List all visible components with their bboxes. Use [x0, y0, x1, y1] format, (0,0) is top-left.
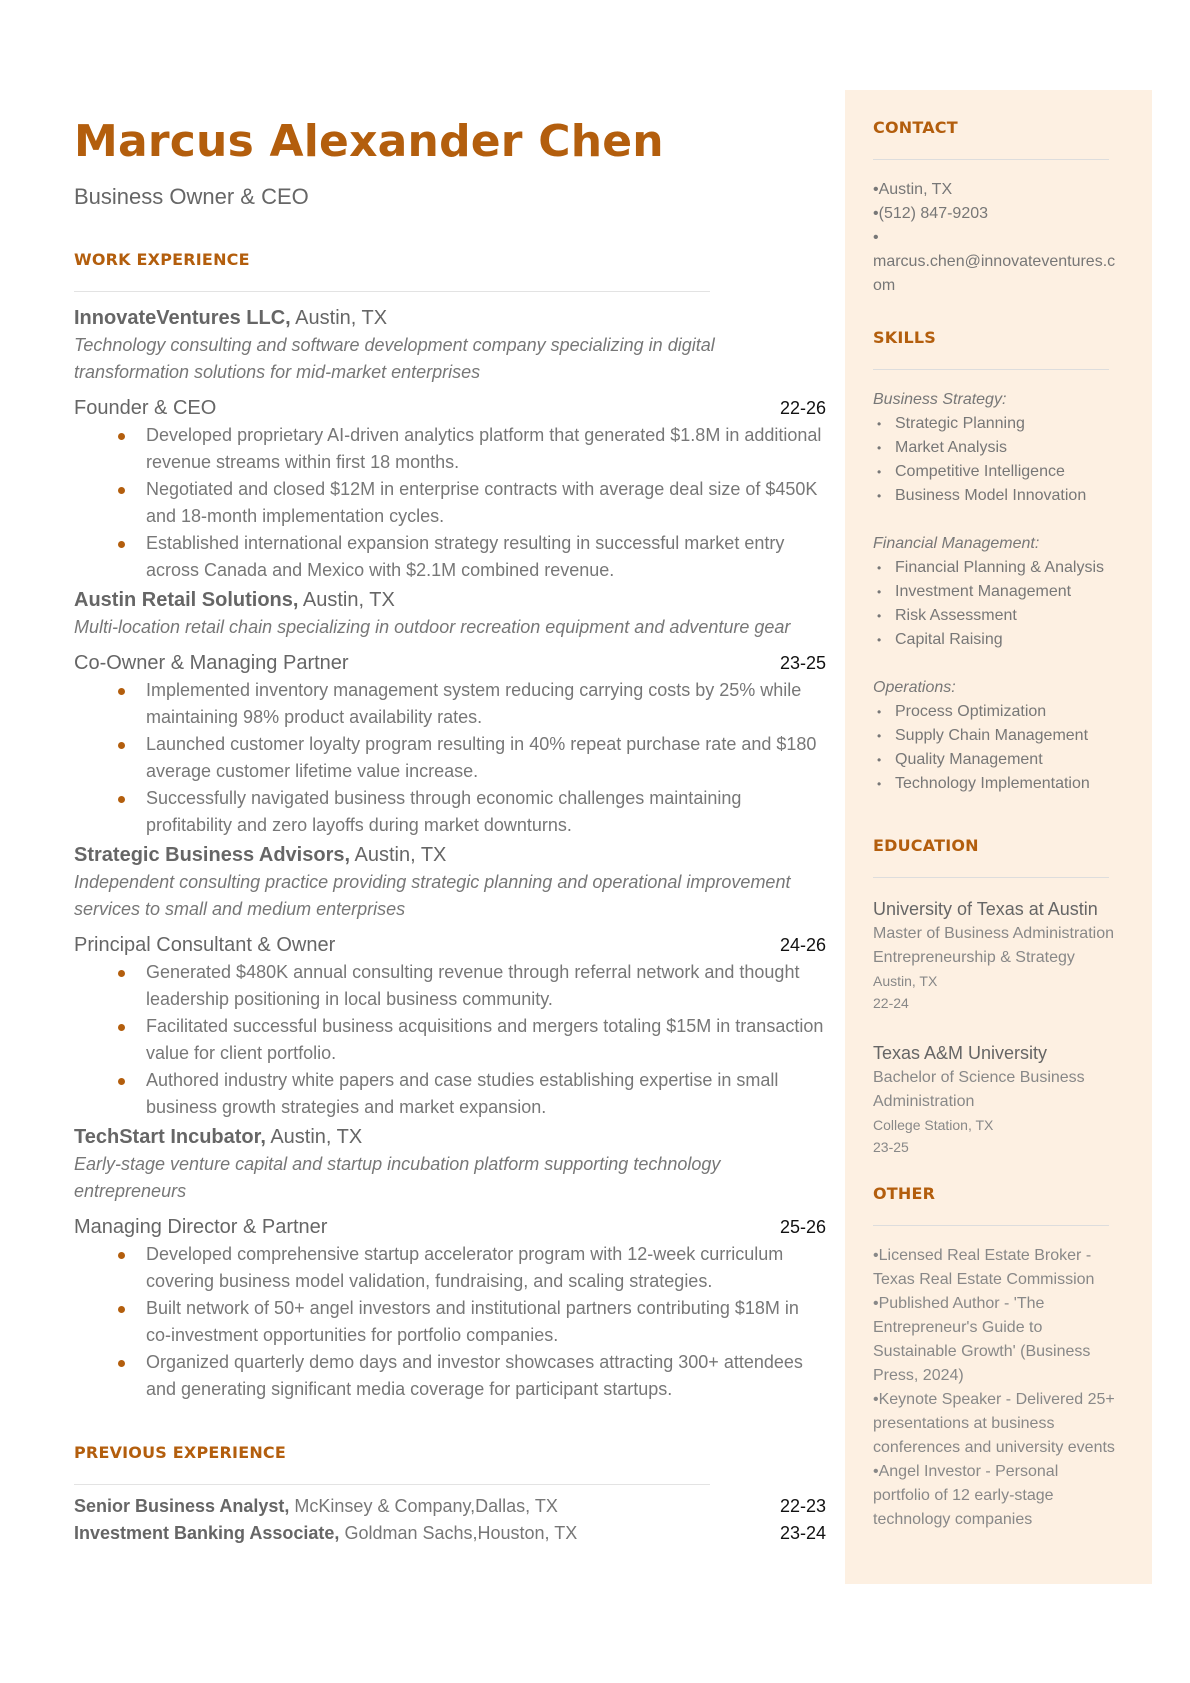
previous-role-title: Senior Business Analyst, — [74, 1496, 290, 1516]
education-entry — [873, 1040, 1119, 1158]
section-divider — [873, 877, 1109, 878]
company-line — [74, 841, 826, 869]
section-divider — [74, 1484, 710, 1485]
skill-category: Financial Management: — [873, 535, 1040, 552]
role-dates: 23-25 — [779, 653, 826, 673]
skill-item: • Technology Implementation — [873, 772, 1119, 796]
education-school: University of Texas at Austin — [873, 899, 1098, 919]
education-location: College Station, TX — [873, 1117, 994, 1133]
main-column — [74, 112, 826, 1547]
skill-item: • Competitive Intelligence — [873, 460, 1119, 484]
role-row — [74, 1213, 826, 1241]
skill-item: • Capital Raising — [873, 628, 1119, 652]
other-heading: OTHER — [873, 1184, 936, 1203]
achievement-item: Facilitated successful business acquisitions and mergers totaling $15M in transaction value for client portfolio. — [114, 1013, 826, 1067]
company-name: InnovateVentures LLC, — [74, 307, 291, 329]
candidate-title: Business Owner & CEO — [74, 184, 309, 209]
section-divider — [873, 369, 1109, 370]
previous-role — [74, 1520, 577, 1547]
previous-role-org: Goldman Sachs,Houston, TX — [344, 1523, 578, 1543]
job-entry — [74, 586, 826, 839]
previous-role-row — [74, 1520, 826, 1547]
company-description: Early-stage venture capital and startup incubation platform supporting technology entrepreneurs — [74, 1154, 721, 1201]
role-title: Founder & CEO — [74, 397, 217, 419]
contact-heading: CONTACT — [873, 118, 958, 137]
contact-location: • Austin, TX — [873, 178, 1119, 202]
other-item: • Published Author - 'The Entrepreneur's Guide to Sustainable Growth' (Business Press, 2024) — [873, 1292, 1119, 1388]
education-location: Austin, TX — [873, 973, 938, 989]
skill-item: • Process Optimization — [873, 700, 1119, 724]
achievement-item: Negotiated and closed $12M in enterprise contracts with average deal size of $450K and 18-month implementation cycles. — [114, 476, 826, 530]
achievement-item: Established international expansion strategy resulting in successful market entry across Canada and Mexico with $2.1M combined revenue. — [114, 530, 826, 584]
skills-section — [873, 328, 1119, 796]
contact-email[interactable]: marcus.chen@innovateventures.com — [873, 253, 1116, 294]
contact-phone[interactable]: • (512) 847-9203 — [873, 202, 1119, 226]
company-location: Austin, TX — [270, 1126, 363, 1148]
education-school: Texas A&M University — [873, 1043, 1048, 1063]
section-divider — [873, 1225, 1109, 1226]
role-dates: 22-26 — [779, 398, 826, 418]
previous-role — [74, 1493, 558, 1520]
company-description: Multi-location retail chain specializing in outdoor recreation equipment and adventure gear — [74, 617, 791, 637]
achievement-item: Developed proprietary AI-driven analytics platform that generated $1.8M in additional revenue streams within first 18 months. — [114, 422, 826, 476]
company-line — [74, 304, 826, 332]
company-location: Austin, TX — [295, 307, 388, 329]
job-entry — [74, 841, 826, 1121]
education-list — [873, 896, 1119, 1158]
previous-role-row — [74, 1493, 826, 1520]
achievement-list — [114, 677, 826, 839]
candidate-name: Marcus Alexander Chen — [74, 116, 664, 167]
education-dates: 23-25 — [873, 1139, 909, 1155]
company-description: Technology consulting and software development company specializing in digital transformation solutions for mid-market enterprises — [74, 335, 715, 382]
skill-item: • Financial Planning & Analysis — [873, 556, 1119, 580]
other-section — [873, 1184, 1119, 1532]
skill-item: • Risk Assessment — [873, 604, 1119, 628]
skill-item: • Supply Chain Management — [873, 724, 1119, 748]
sidebar — [873, 118, 1119, 1532]
role-title: Principal Consultant & Owner — [74, 934, 336, 956]
education-degree: Bachelor of Science Business Administration — [873, 1069, 1085, 1110]
role-row — [74, 931, 826, 959]
section-divider — [873, 159, 1109, 160]
company-name: Strategic Business Advisors, — [74, 844, 351, 866]
achievement-item: Implemented inventory management system reducing carrying costs by 25% while maintaining 98% product availability rates. — [114, 677, 826, 731]
skill-group — [873, 388, 1119, 508]
skills-heading: SKILLS — [873, 328, 936, 347]
role-title: Co-Owner & Managing Partner — [74, 652, 349, 674]
job-entry — [74, 304, 826, 584]
skills-list — [873, 388, 1119, 796]
other-item: • Keynote Speaker - Delivered 25+ presentations at business conferences and university events — [873, 1388, 1119, 1460]
skill-group — [873, 676, 1119, 796]
achievement-item: Successfully navigated business through economic challenges maintaining profitability and zero layoffs during market downturns. — [114, 785, 826, 839]
skill-group — [873, 532, 1119, 652]
role-row — [74, 394, 826, 422]
role-title: Managing Director & Partner — [74, 1216, 328, 1238]
role-dates: 25-26 — [779, 1217, 826, 1237]
other-item: • Licensed Real Estate Broker - Texas Real Estate Commission — [873, 1244, 1119, 1292]
contact-section — [873, 118, 1119, 298]
company-description: Independent consulting practice providing strategic planning and operational improvement services to small and medium enterprises — [74, 872, 791, 919]
job-entry — [74, 1123, 826, 1403]
education-heading: EDUCATION — [873, 836, 979, 855]
previous-role-dates: 22-23 — [779, 1496, 826, 1516]
skill-category: Business Strategy: — [873, 391, 1007, 408]
contact-email-bullet — [873, 226, 1119, 250]
achievement-item: Organized quarterly demo days and investor showcases attracting 300+ attendees and generating significant media coverage for participant startups. — [114, 1349, 826, 1403]
role-dates: 24-26 — [779, 935, 826, 955]
other-list — [873, 1244, 1119, 1532]
previous-experience-list — [74, 1493, 826, 1547]
education-field: Entrepreneurship & Strategy — [873, 949, 1075, 966]
company-name: TechStart Incubator, — [74, 1126, 266, 1148]
achievement-list — [114, 1241, 826, 1403]
education-degree: Master of Business Administration — [873, 925, 1114, 942]
other-item: • Angel Investor - Personal portfolio of 12 early-stage technology companies — [873, 1460, 1119, 1532]
skill-category: Operations: — [873, 679, 956, 696]
achievement-item: Authored industry white papers and case studies establishing expertise in small business growth strategies and market expansion. — [114, 1067, 826, 1121]
skill-item: • Quality Management — [873, 748, 1119, 772]
skill-item: • Business Model Innovation — [873, 484, 1119, 508]
company-line — [74, 1123, 826, 1151]
role-row — [74, 649, 826, 677]
achievement-item: Developed comprehensive startup accelerator program with 12-week curriculum covering business model validation, fundraising, and scaling strategies. — [114, 1241, 826, 1295]
skill-item: • Market Analysis — [873, 436, 1119, 460]
skill-item: • Strategic Planning — [873, 412, 1119, 436]
company-location: Austin, TX — [302, 589, 395, 611]
education-dates: 22-24 — [873, 995, 909, 1011]
skill-item: • Investment Management — [873, 580, 1119, 604]
education-section — [873, 836, 1119, 1158]
work-experience-list — [74, 304, 826, 1403]
work-experience-heading: WORK EXPERIENCE — [74, 250, 250, 269]
achievement-list — [114, 422, 826, 584]
achievement-item: Launched customer loyalty program resulting in 40% repeat purchase rate and $180 average customer lifetime value increase. — [114, 731, 826, 785]
previous-experience-heading: PREVIOUS EXPERIENCE — [74, 1443, 286, 1462]
company-line — [74, 586, 826, 614]
education-entry — [873, 896, 1119, 1014]
achievement-list — [114, 959, 826, 1121]
achievement-item: Built network of 50+ angel investors and institutional partners contributing $18M in co-investment opportunities for portfolio companies. — [114, 1295, 826, 1349]
previous-role-org: McKinsey & Company,Dallas, TX — [294, 1496, 558, 1516]
company-name: Austin Retail Solutions, — [74, 589, 299, 611]
company-location: Austin, TX — [354, 844, 447, 866]
section-divider — [74, 291, 710, 292]
achievement-item: Generated $480K annual consulting revenue through referral network and thought leadership positioning in local business community. — [114, 959, 826, 1013]
previous-role-dates: 23-24 — [779, 1523, 826, 1543]
previous-role-title: Investment Banking Associate, — [74, 1523, 340, 1543]
